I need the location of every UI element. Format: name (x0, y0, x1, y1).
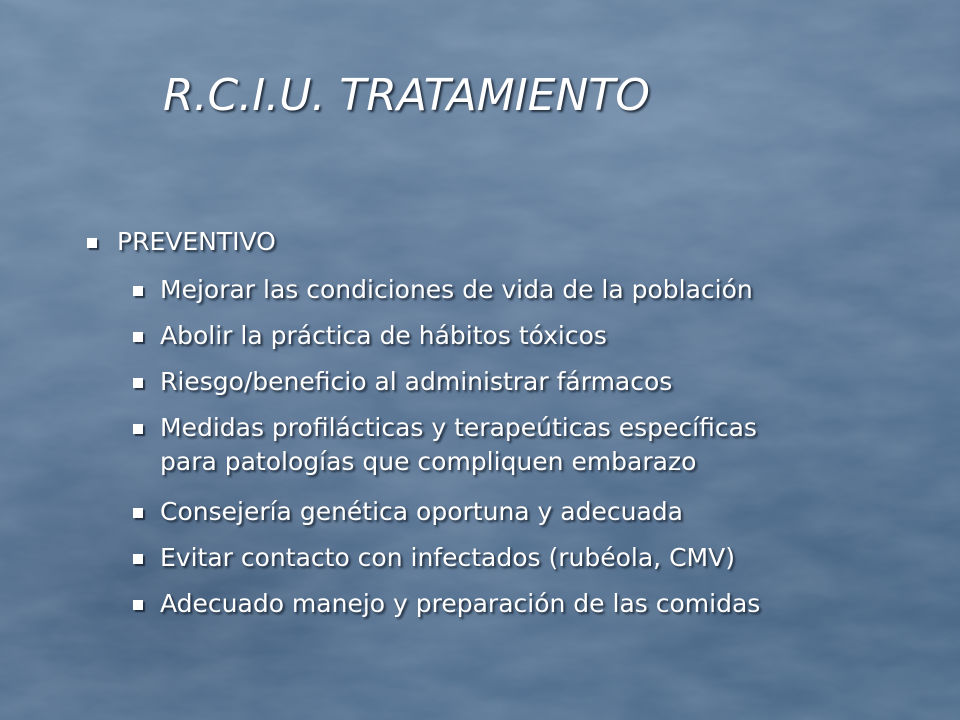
list-item (160, 319, 607, 353)
list-item (160, 411, 757, 479)
list-item-text: Medidas profilácticas y terapeúticas específicas (160, 413, 757, 442)
list-item-text: Consejería genética oportuna y adecuada (160, 497, 683, 526)
section-label: PREVENTIVO (117, 227, 276, 256)
list-item-text-continued: para patologías que compliquen embarazo (160, 447, 697, 476)
square-bullet-icon (87, 238, 97, 248)
slide-title: R.C.I.U. TRATAMIENTO (163, 70, 650, 121)
square-bullet-icon (133, 554, 143, 564)
list-item-text: Mejorar las condiciones de vida de la población (160, 275, 753, 304)
list-item (160, 365, 672, 399)
list-item (160, 587, 760, 621)
section-heading (117, 225, 276, 259)
list-item-text: Abolir la práctica de hábitos tóxicos (160, 321, 607, 350)
square-bullet-icon (133, 378, 143, 388)
square-bullet-icon (133, 424, 143, 434)
square-bullet-icon (133, 600, 143, 610)
list-item-text: Adecuado manejo y preparación de las comidas (160, 589, 761, 618)
list-item-text: Riesgo/beneficio al administrar fármacos (160, 367, 673, 396)
square-bullet-icon (133, 332, 143, 342)
square-bullet-icon (133, 508, 143, 518)
square-bullet-icon (133, 286, 143, 296)
list-item (160, 541, 735, 575)
list-item (160, 273, 753, 307)
list-item (160, 495, 683, 529)
list-item-text: Evitar contacto con infectados (rubéola, CMV) (160, 543, 735, 572)
